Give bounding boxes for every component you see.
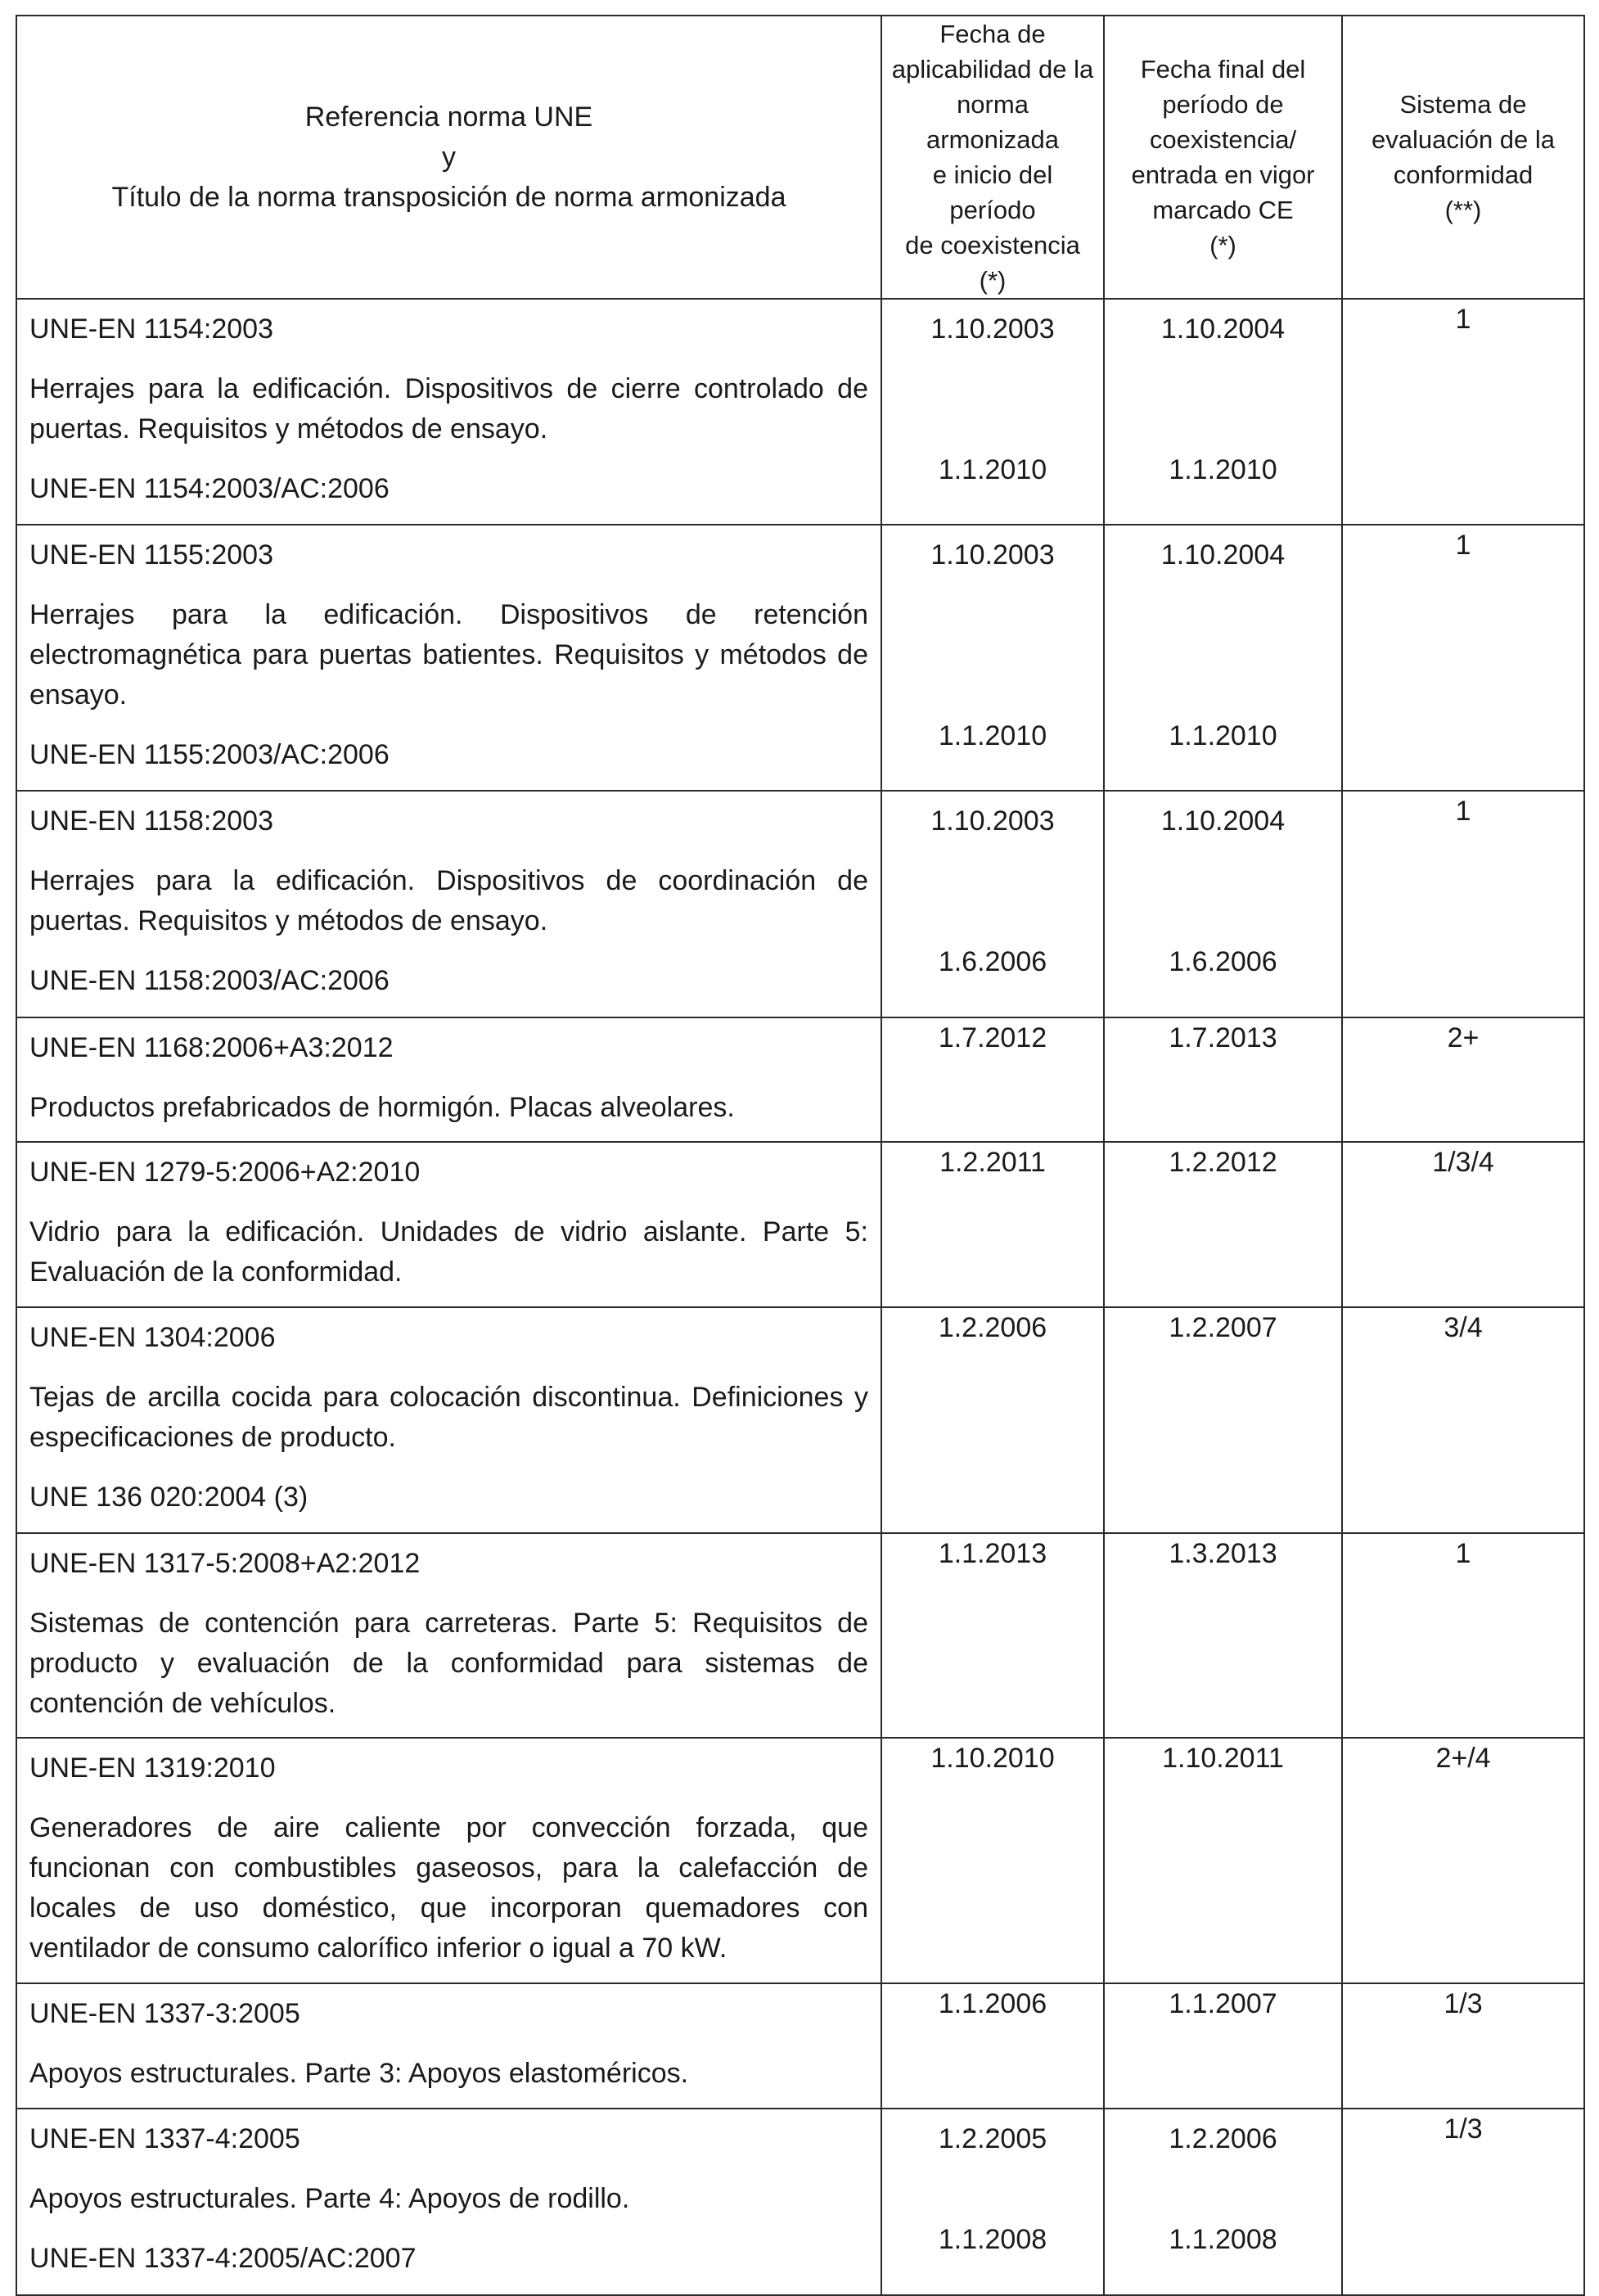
applicability-date-cell — [881, 525, 1104, 791]
coexistence-end-date: 1.1.2007 — [1169, 1988, 1277, 2019]
applicability-date-cell — [881, 1307, 1104, 1533]
applicability-date-cell — [881, 791, 1104, 1017]
coexistence-end-cell — [1104, 1983, 1342, 2109]
table-row — [16, 1307, 1584, 1533]
conformity-system: 2+ — [1447, 1022, 1480, 1053]
conformity-system-cell — [1342, 2109, 1584, 2295]
conformity-system-cell — [1342, 525, 1584, 791]
norm-replaced-reference: UNE 136 020:2004 (3) — [29, 1482, 309, 1513]
table-row — [16, 1983, 1584, 2109]
applicability-date: 1.2.2006 — [938, 1312, 1047, 1343]
norm-reference: UNE-EN 1337-3:2005 — [29, 1998, 300, 2029]
conformity-system: 1/3/4 — [1432, 1147, 1494, 1178]
header-row — [16, 16, 1584, 299]
norm-reference: UNE-EN 1279-5:2006+A2:2010 — [29, 1157, 421, 1188]
norm-reference: UNE-EN 1317-5:2008+A2:2012 — [29, 1548, 421, 1579]
norm-reference: UNE-EN 1155:2003 — [29, 539, 273, 571]
applicability-date: 1.7.2012 — [938, 1022, 1047, 1053]
norm-cell — [16, 1533, 881, 1738]
applicability-date: 1.1.2013 — [938, 1538, 1047, 1569]
norm-cell — [16, 2109, 881, 2295]
conformity-system-cell — [1342, 1017, 1584, 1142]
applicability-date-cell — [881, 1738, 1104, 1983]
norm-reference: UNE-EN 1304:2006 — [29, 1322, 276, 1353]
applicability-date: 1.10.2010 — [930, 1743, 1055, 1774]
coexistence-end-cell — [1104, 1533, 1342, 1738]
conformity-system: 1 — [1455, 1538, 1471, 1569]
conformity-system: 1 — [1455, 304, 1471, 335]
coexistence-end-cell — [1104, 2109, 1342, 2295]
norm-title: Herrajes para la edificación. Dispositivos de coordinación de puertas. Requisitos y métodos de ensayo. — [29, 865, 868, 936]
table-row — [16, 791, 1584, 1017]
coexistence-end-cell — [1104, 525, 1342, 791]
norm-title: Apoyos estructurales. Parte 3: Apoyos elastoméricos. — [29, 2058, 689, 2089]
applicability-date-cell — [881, 299, 1104, 525]
applicability-date: 1.2.2005 — [938, 2123, 1047, 2154]
header-conformity-system: Sistema de evaluación de la conformidad (**) — [1342, 16, 1584, 299]
coexistence-end-cell — [1104, 1142, 1342, 1307]
coexistence-end-corrigendum: 1.1.2010 — [1169, 720, 1277, 751]
conformity-system: 1/3 — [1444, 2113, 1483, 2145]
norm-corrigendum: UNE-EN 1154:2003/AC:2006 — [29, 473, 390, 504]
conformity-system: 1 — [1455, 796, 1471, 827]
norm-cell — [16, 1142, 881, 1307]
coexistence-end-date: 1.10.2004 — [1160, 805, 1286, 837]
norm-reference: UNE-EN 1337-4:2005 — [29, 2123, 300, 2154]
norm-title: Apoyos estructurales. Parte 4: Apoyos de rodillo. — [29, 2183, 630, 2214]
applicability-date-corrigendum: 1.1.2008 — [938, 2224, 1047, 2255]
norm-corrigendum: UNE-EN 1155:2003/AC:2006 — [29, 739, 390, 770]
conformity-system-cell — [1342, 1142, 1584, 1307]
coexistence-end-date: 1.2.2012 — [1169, 1147, 1277, 1178]
conformity-system-cell — [1342, 1533, 1584, 1738]
coexistence-end-date: 1.3.2013 — [1169, 1538, 1277, 1569]
coexistence-end-cell — [1104, 1738, 1342, 1983]
applicability-date: 1.10.2003 — [930, 805, 1055, 837]
table-row — [16, 2109, 1584, 2295]
coexistence-end-cell — [1104, 1307, 1342, 1533]
norm-title: Generadores de aire caliente por convección forzada, que funcionan con combustibles gaseosos, para la calefacción de locales de uso doméstico, que incorporan quemadores con ventilador de consumo calorífico inferior o igual a 70 kW. — [29, 1812, 868, 1964]
standards-table — [16, 15, 1585, 2296]
norm-cell — [16, 299, 881, 525]
applicability-date-cell — [881, 2109, 1104, 2295]
applicability-date: 1.1.2006 — [938, 1988, 1047, 2019]
norm-cell — [16, 525, 881, 791]
conformity-system: 3/4 — [1444, 1312, 1483, 1343]
norm-cell — [16, 1983, 881, 2109]
table-row — [16, 525, 1584, 791]
applicability-date-corrigendum: 1.1.2010 — [938, 454, 1047, 485]
norm-title: Herrajes para la edificación. Dispositivos de retención electromagnética para puertas batientes. Requisitos y métodos de ensayo. — [29, 599, 868, 710]
norm-corrigendum: UNE-EN 1158:2003/AC:2006 — [29, 965, 390, 996]
coexistence-end-date: 1.10.2011 — [1162, 1743, 1284, 1774]
norm-reference: UNE-EN 1168:2006+A3:2012 — [29, 1032, 394, 1063]
coexistence-end-corrigendum: 1.1.2010 — [1169, 454, 1277, 485]
applicability-date-cell — [881, 1017, 1104, 1142]
norm-reference: UNE-EN 1319:2010 — [29, 1752, 276, 1784]
table-row — [16, 299, 1584, 525]
norm-cell — [16, 1307, 881, 1533]
header-reference-title: Referencia norma UNE y Título de la norma transposición de norma armonizada — [16, 16, 881, 299]
norm-reference: UNE-EN 1154:2003 — [29, 314, 273, 345]
coexistence-end-date: 1.2.2007 — [1169, 1312, 1277, 1343]
table-row — [16, 1017, 1584, 1142]
applicability-date: 1.10.2003 — [930, 314, 1055, 345]
coexistence-end-date: 1.2.2006 — [1169, 2123, 1277, 2154]
header-coexistence-end-date: Fecha final del período de coexistencia/ entrada en vigor marcado CE (*) — [1104, 16, 1342, 299]
coexistence-end-date: 1.10.2004 — [1160, 539, 1286, 571]
coexistence-end-date: 1.10.2004 — [1160, 314, 1286, 345]
norm-corrigendum: UNE-EN 1337-4:2005/AC:2007 — [29, 2243, 417, 2274]
norm-title: Herrajes para la edificación. Dispositivos de cierre controlado de puertas. Requisitos y métodos de ensayo. — [29, 373, 868, 444]
conformity-system-cell — [1342, 791, 1584, 1017]
coexistence-end-cell — [1104, 299, 1342, 525]
coexistence-end-cell — [1104, 1017, 1342, 1142]
conformity-system-cell — [1342, 1983, 1584, 2109]
coexistence-end-cell — [1104, 791, 1342, 1017]
norm-reference: UNE-EN 1158:2003 — [29, 805, 273, 837]
coexistence-end-date: 1.7.2013 — [1169, 1022, 1277, 1053]
conformity-system-cell — [1342, 1307, 1584, 1533]
norm-cell — [16, 1738, 881, 1983]
norm-cell — [16, 791, 881, 1017]
applicability-date-cell — [881, 1983, 1104, 2109]
conformity-system-cell — [1342, 299, 1584, 525]
coexistence-end-corrigendum: 1.6.2006 — [1169, 946, 1277, 977]
applicability-date: 1.10.2003 — [930, 539, 1055, 571]
conformity-system: 2+/4 — [1435, 1743, 1491, 1774]
table-row — [16, 1142, 1584, 1307]
norm-title: Sistemas de contención para carreteras. Parte 5: Requisitos de producto y evaluación de la conformidad para sistemas de contención de vehículos. — [29, 1608, 868, 1719]
conformity-system: 1/3 — [1444, 1988, 1483, 2019]
norm-title: Tejas de arcilla cocida para colocación discontinua. Definiciones y especificaciones de producto. — [29, 1382, 868, 1453]
norm-title: Productos prefabricados de hormigón. Placas alveolares. — [29, 1092, 735, 1123]
conformity-system-cell — [1342, 1738, 1584, 1983]
applicability-date-corrigendum: 1.1.2010 — [938, 720, 1047, 751]
applicability-date-cell — [881, 1142, 1104, 1307]
norm-cell — [16, 1017, 881, 1142]
table-row — [16, 1738, 1584, 1983]
coexistence-end-corrigendum: 1.1.2008 — [1169, 2224, 1277, 2255]
header-applicability-date: Fecha de aplicabilidad de la norma armonizada e inicio del período de coexistencia (*) — [881, 16, 1104, 299]
table-row — [16, 1533, 1584, 1738]
applicability-date-cell — [881, 1533, 1104, 1738]
applicability-date: 1.2.2011 — [939, 1147, 1046, 1178]
applicability-date-corrigendum: 1.6.2006 — [938, 946, 1047, 977]
conformity-system: 1 — [1455, 530, 1471, 561]
norm-title: Vidrio para la edificación. Unidades de vidrio aislante. Parte 5: Evaluación de la conformidad. — [29, 1216, 868, 1288]
